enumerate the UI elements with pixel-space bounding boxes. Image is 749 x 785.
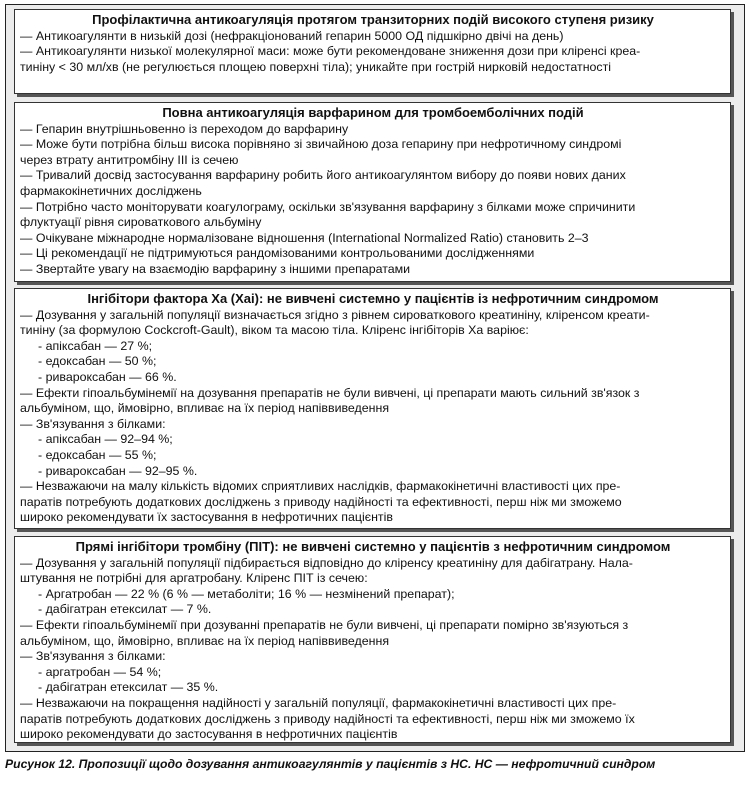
box-line: — Звертайте увагу на взаємодію варфарину з іншими препаратами: [20, 261, 411, 276]
box-title: Профілактична антикоагуляція протягом транзиторних подій високого ступеня ризику: [92, 12, 654, 27]
box-line: паратів потребують додаткових досліджень з приводу надійності та ефективності, перш ніж ми зможемо їх: [20, 711, 635, 726]
figure-frame: [5, 4, 745, 752]
box-direct-thrombin-inhibitors: [14, 536, 731, 743]
box-line: — Потрібно часто моніторувати коагулограму, оскільки зв'язування варфарину з білками може спричинити: [20, 199, 636, 214]
box-line: — Тривалий досвід застосування варфарину робить його антикоагулянтом вибору до появи нових даних: [20, 168, 626, 183]
box-subitem: - дабігатран етексилат — 7 %.: [38, 602, 212, 617]
box-line: — Зв'язування з білками:: [20, 649, 166, 664]
box-line: флуктуації рівня сироваткового альбуміну: [20, 215, 262, 230]
box-subitem: - апіксабан — 27 %;: [38, 338, 153, 353]
box-subitem: - апіксабан — 92–94 %;: [38, 432, 173, 447]
box-factor-xa-inhibitors: [14, 288, 731, 529]
figure-caption: Рисунок 12. Пропозиції щодо дозування антикоагулянтів у пацієнтів з НС. НС — нефротичний синдром: [5, 757, 656, 771]
box-warfarin-anticoagulation: [14, 102, 731, 282]
box-line: — Може бути потрібна більш висока порівняно зі звичайною доза гепарину при нефротичному синдромі: [20, 137, 622, 152]
box-subitem: - аргатробан — 54 %;: [38, 664, 162, 679]
box-title: Прямі інгібітори тромбіну (ПІТ): не вивчені системно у пацієнтів з нефротичним синдромом: [75, 539, 671, 554]
box-prophylactic-anticoagulation: [14, 9, 731, 94]
box-line: через втрату антитромбіну III із сечею: [20, 152, 239, 167]
box-line: штування не потрібні для аргатробану. Кліренс ПІТ із сечею:: [20, 571, 368, 586]
box-line: широко рекомендувати до застосування в нефротичних пацієнтів: [20, 727, 398, 742]
box-line: — Ефекти гіпоальбумінемії на дозування препаратів не були вивчені, ці препарати мають сильний зв'язок з: [20, 385, 640, 400]
box-line: — Очікуване міжнародне нормалізоване відношення (International Normalized Ratio) становить 2–3: [20, 230, 589, 245]
box-title: Інгібітори фактора Ха (Хаі): не вивчені системно у пацієнтів із нефротичним синдромом: [87, 291, 659, 306]
box-line: тиніну (за формулою Cockcroft-Gault), віком та масою тіла. Кліренс інгібіторів Ха варіює:: [20, 323, 529, 338]
box-subitem: - ривароксабан — 66 %.: [38, 369, 177, 384]
box-line: альбуміном, що, ймовірно, впливає на їх період напіввиведення: [20, 633, 390, 648]
box-line: паратів потребують додаткових досліджень з приводу надійності та ефективності, перш ніж ми зможемо: [20, 494, 622, 509]
box-title: Повна антикоагуляція варфарином для тромбоемболічних подій: [162, 105, 584, 120]
box-subitem: - ривароксабан — 92–95 %.: [38, 463, 198, 478]
box-line: — Гепарин внутрішньовенно із переходом до варфарину: [20, 121, 349, 136]
box-subitem: - едоксабан — 50 %;: [38, 354, 157, 369]
box-line: фармакокінетичних досліджень: [20, 183, 202, 198]
box-line: — Дозування у загальній популяції підбирається відповідно до кліренсу креатиніну для дабігатрану. Нала-: [20, 555, 633, 570]
box-line: альбуміном, що, ймовірно, впливає на їх період напіввиведення: [20, 401, 390, 416]
box-line: — Ці рекомендації не підтримуються рандомізованими контрольованими дослідженнями: [20, 246, 535, 261]
box-subitem: - едоксабан — 55 %;: [38, 447, 157, 462]
box-line: — Ефекти гіпоальбумінемії при дозуванні препаратів не були вивчені, ці препарати помірно зв'язуються з: [20, 617, 629, 632]
box-line: — Незважаючи на покращення надійності у загальній популяції, фармакокінетичні властивості цих пре-: [20, 695, 617, 710]
box-line: — Незважаючи на малу кількість відомих сприятливих наслідків, фармакокінетичні властивості цих пре-: [20, 479, 621, 494]
box-subitem: - дабігатран етексилат — 35 %.: [38, 680, 219, 695]
box-line: — Дозування у загальній популяції визначається згідно з рівнем сироваткового креатиніну, кліренсом креати-: [20, 307, 650, 322]
box-line: широко рекомендувати їх застосування в нефротичних пацієнтів: [20, 510, 393, 525]
box-line: — Зв'язування з білками:: [20, 416, 166, 431]
box-line: тиніну < 30 мл/хв (не регулюється площею поверхні тіла); уникайте при гострій нирковій недостатності: [20, 59, 612, 74]
box-subitem: - Аргатробан — 22 % (6 % — метаболіти; 16 % — незмінений препарат);: [38, 586, 455, 601]
box-line: — Антикоагулянти низької молекулярної маси: може бути рекомендоване зниження дози при кліренсі креа-: [20, 44, 641, 59]
box-line: — Антикоагулянти в низькій дозі (нефракціонований гепарин 5000 ОД підшкірно двічі на день): [20, 28, 564, 43]
